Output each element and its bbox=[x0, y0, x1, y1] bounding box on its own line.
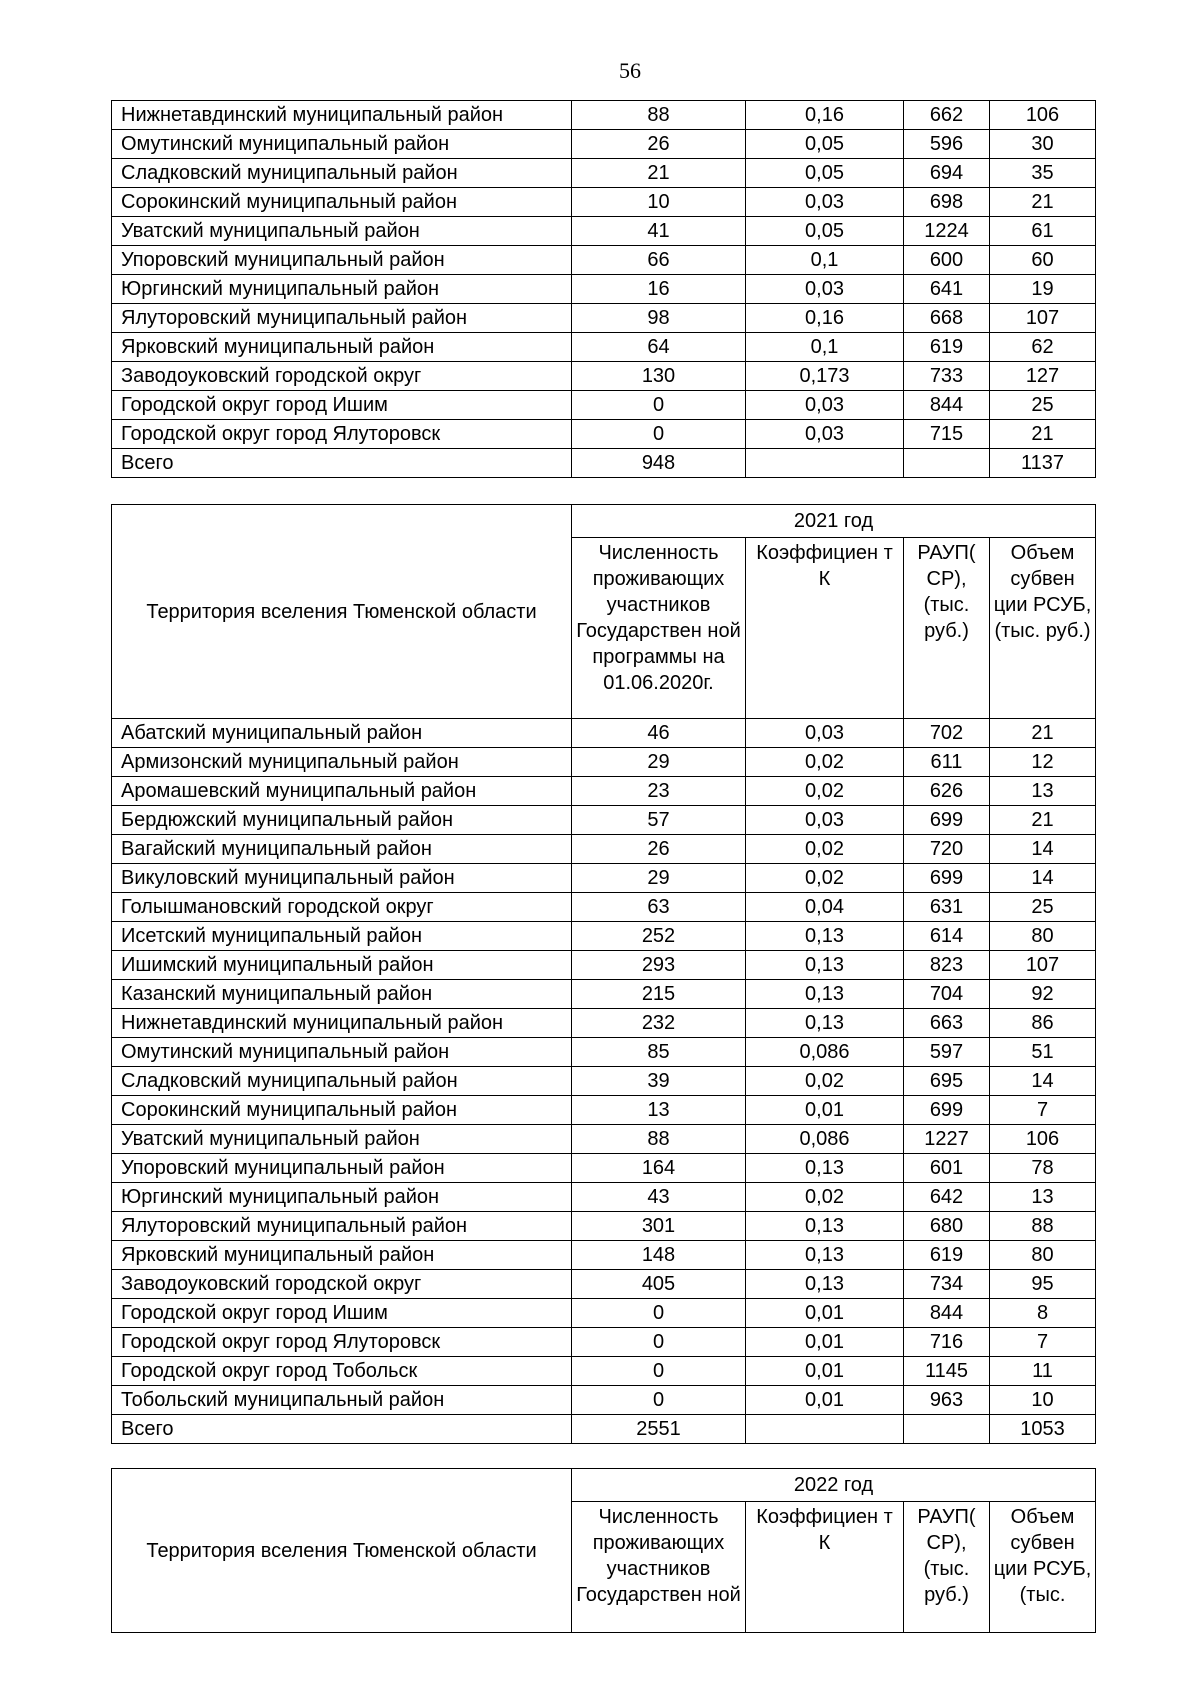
table-row bbox=[112, 1067, 1096, 1096]
col-header-subvention: Объем субвен ции РСУБ, (тыс. bbox=[990, 1502, 1096, 1633]
raup-cell: 704 bbox=[904, 980, 990, 1009]
population-cell: 26 bbox=[572, 130, 746, 159]
table-row bbox=[112, 217, 1096, 246]
subvention-cell: 8 bbox=[990, 1299, 1096, 1328]
raup-cell: 641 bbox=[904, 275, 990, 304]
population-cell: 64 bbox=[572, 333, 746, 362]
table-row bbox=[112, 1328, 1096, 1357]
raup-cell: 1145 bbox=[904, 1357, 990, 1386]
table-row bbox=[112, 391, 1096, 420]
coefficient-cell: 0,03 bbox=[746, 806, 904, 835]
coefficient-cell: 0,086 bbox=[746, 1125, 904, 1154]
coefficient-cell: 0,05 bbox=[746, 217, 904, 246]
subvention-cell: 11 bbox=[990, 1357, 1096, 1386]
subvention-cell: 106 bbox=[990, 101, 1096, 130]
territory-cell: Городской округ город Тобольск bbox=[112, 1357, 572, 1386]
coefficient-cell: 0,13 bbox=[746, 922, 904, 951]
raup-cell: 699 bbox=[904, 806, 990, 835]
population-cell: 301 bbox=[572, 1212, 746, 1241]
table-2021 bbox=[111, 504, 1096, 1444]
year-header: 2021 год bbox=[572, 505, 1096, 538]
coefficient-cell: 0,05 bbox=[746, 159, 904, 188]
territory-cell: Ярковский муниципальный район bbox=[112, 1241, 572, 1270]
raup-cell: 631 bbox=[904, 893, 990, 922]
table-row bbox=[112, 922, 1096, 951]
subvention-cell: 107 bbox=[990, 304, 1096, 333]
table-row bbox=[112, 951, 1096, 980]
raup-cell: 699 bbox=[904, 1096, 990, 1125]
subvention-cell: 21 bbox=[990, 806, 1096, 835]
table-row bbox=[112, 362, 1096, 391]
population-cell: 29 bbox=[572, 864, 746, 893]
table-row bbox=[112, 1415, 1096, 1444]
population-cell: 232 bbox=[572, 1009, 746, 1038]
population-cell: 0 bbox=[572, 420, 746, 449]
table-row bbox=[112, 1241, 1096, 1270]
coefficient-cell: 0,04 bbox=[746, 893, 904, 922]
coefficient-cell: 0,01 bbox=[746, 1096, 904, 1125]
territory-cell: Городской округ город Ялуторовск bbox=[112, 1328, 572, 1357]
table-body bbox=[112, 719, 1096, 1444]
table-row bbox=[112, 1125, 1096, 1154]
population-cell: 2551 bbox=[572, 1415, 746, 1444]
population-cell: 164 bbox=[572, 1154, 746, 1183]
raup-cell: 642 bbox=[904, 1183, 990, 1212]
coefficient-cell: 0,05 bbox=[746, 130, 904, 159]
raup-cell: 698 bbox=[904, 188, 990, 217]
subvention-cell: 88 bbox=[990, 1212, 1096, 1241]
raup-cell: 680 bbox=[904, 1212, 990, 1241]
territory-cell: Юргинский муниципальный район bbox=[112, 275, 572, 304]
coefficient-cell: 0,13 bbox=[746, 951, 904, 980]
territory-cell: Уватский муниципальный район bbox=[112, 217, 572, 246]
subvention-cell: 30 bbox=[990, 130, 1096, 159]
coefficient-cell: 0,1 bbox=[746, 246, 904, 275]
population-cell: 252 bbox=[572, 922, 746, 951]
population-cell: 63 bbox=[572, 893, 746, 922]
table-row bbox=[112, 130, 1096, 159]
coefficient-cell: 0,16 bbox=[746, 304, 904, 333]
subvention-cell: 80 bbox=[990, 922, 1096, 951]
col-header-raup: РАУП( СР), (тыс. руб.) bbox=[904, 1502, 990, 1633]
coefficient-cell: 0,13 bbox=[746, 1212, 904, 1241]
territory-cell: Уватский муниципальный район bbox=[112, 1125, 572, 1154]
coefficient-cell bbox=[746, 449, 904, 478]
raup-cell: 715 bbox=[904, 420, 990, 449]
coefficient-cell: 0,13 bbox=[746, 1154, 904, 1183]
table-row bbox=[112, 275, 1096, 304]
subvention-cell: 51 bbox=[990, 1038, 1096, 1067]
table-row bbox=[112, 719, 1096, 748]
table-row bbox=[112, 1212, 1096, 1241]
territory-cell: Нижнетавдинский муниципальный район bbox=[112, 1009, 572, 1038]
coefficient-cell: 0,03 bbox=[746, 420, 904, 449]
raup-cell: 597 bbox=[904, 1038, 990, 1067]
table-row bbox=[112, 449, 1096, 478]
territory-cell: Городской округ город Ишим bbox=[112, 1299, 572, 1328]
raup-cell: 600 bbox=[904, 246, 990, 275]
raup-cell: 1227 bbox=[904, 1125, 990, 1154]
coefficient-cell: 0,1 bbox=[746, 333, 904, 362]
table-row bbox=[112, 1154, 1096, 1183]
coefficient-cell: 0,13 bbox=[746, 1241, 904, 1270]
territory-cell: Исетский муниципальный район bbox=[112, 922, 572, 951]
coefficient-cell: 0,01 bbox=[746, 1299, 904, 1328]
coefficient-cell: 0,173 bbox=[746, 362, 904, 391]
subvention-cell: 7 bbox=[990, 1096, 1096, 1125]
table-2022 bbox=[111, 1468, 1096, 1633]
table-row bbox=[112, 304, 1096, 333]
raup-cell: 619 bbox=[904, 1241, 990, 1270]
subvention-cell: 127 bbox=[990, 362, 1096, 391]
population-cell: 66 bbox=[572, 246, 746, 275]
territory-cell: Ишимский муниципальный район bbox=[112, 951, 572, 980]
subvention-cell: 10 bbox=[990, 1386, 1096, 1415]
population-cell: 98 bbox=[572, 304, 746, 333]
col-header-population: Численность проживающих участников Государствен ной программы на 01.06.2020г. bbox=[572, 538, 746, 719]
raup-cell: 963 bbox=[904, 1386, 990, 1415]
territory-cell: Упоровский муниципальный район bbox=[112, 1154, 572, 1183]
raup-cell: 626 bbox=[904, 777, 990, 806]
raup-cell: 601 bbox=[904, 1154, 990, 1183]
territory-cell: Сорокинский муниципальный район bbox=[112, 188, 572, 217]
subvention-cell: 1053 bbox=[990, 1415, 1096, 1444]
population-cell: 23 bbox=[572, 777, 746, 806]
table-row bbox=[112, 835, 1096, 864]
coefficient-cell: 0,03 bbox=[746, 188, 904, 217]
table-row bbox=[112, 893, 1096, 922]
subvention-cell: 21 bbox=[990, 719, 1096, 748]
territory-cell: Городской округ город Ялуторовск bbox=[112, 420, 572, 449]
territory-cell: Сорокинский муниципальный район bbox=[112, 1096, 572, 1125]
population-cell: 88 bbox=[572, 101, 746, 130]
territory-cell: Аромашевский муниципальный район bbox=[112, 777, 572, 806]
table-row bbox=[112, 420, 1096, 449]
table-row bbox=[112, 1183, 1096, 1212]
table-row bbox=[112, 1386, 1096, 1415]
subvention-cell: 80 bbox=[990, 1241, 1096, 1270]
territory-cell: Сладковский муниципальный район bbox=[112, 1067, 572, 1096]
territory-cell: Казанский муниципальный район bbox=[112, 980, 572, 1009]
subvention-cell: 12 bbox=[990, 748, 1096, 777]
subvention-cell: 21 bbox=[990, 188, 1096, 217]
subvention-cell: 25 bbox=[990, 391, 1096, 420]
territory-cell: Бердюжский муниципальный район bbox=[112, 806, 572, 835]
population-cell: 10 bbox=[572, 188, 746, 217]
territory-cell: Городской округ город Ишим bbox=[112, 391, 572, 420]
subvention-cell: 14 bbox=[990, 864, 1096, 893]
raup-cell: 694 bbox=[904, 159, 990, 188]
subvention-cell: 95 bbox=[990, 1270, 1096, 1299]
population-cell: 16 bbox=[572, 275, 746, 304]
table-row bbox=[112, 748, 1096, 777]
raup-cell: 611 bbox=[904, 748, 990, 777]
territory-cell: Ярковский муниципальный район bbox=[112, 333, 572, 362]
territory-cell: Абатский муниципальный район bbox=[112, 719, 572, 748]
subvention-cell: 25 bbox=[990, 893, 1096, 922]
coefficient-cell bbox=[746, 1415, 904, 1444]
population-cell: 130 bbox=[572, 362, 746, 391]
subvention-cell: 78 bbox=[990, 1154, 1096, 1183]
coefficient-cell: 0,01 bbox=[746, 1386, 904, 1415]
raup-cell: 699 bbox=[904, 864, 990, 893]
subvention-cell: 35 bbox=[990, 159, 1096, 188]
table-row bbox=[112, 1096, 1096, 1125]
subvention-cell: 61 bbox=[990, 217, 1096, 246]
coefficient-cell: 0,02 bbox=[746, 864, 904, 893]
coefficient-cell: 0,01 bbox=[746, 1328, 904, 1357]
table-row bbox=[112, 1299, 1096, 1328]
table-row bbox=[112, 980, 1096, 1009]
raup-cell: 716 bbox=[904, 1328, 990, 1357]
subvention-cell: 7 bbox=[990, 1328, 1096, 1357]
raup-cell: 733 bbox=[904, 362, 990, 391]
table-row bbox=[112, 777, 1096, 806]
table-row bbox=[112, 1009, 1096, 1038]
table-row bbox=[112, 246, 1096, 275]
table-row bbox=[112, 1270, 1096, 1299]
coefficient-cell: 0,03 bbox=[746, 719, 904, 748]
raup-cell: 844 bbox=[904, 1299, 990, 1328]
raup-cell: 844 bbox=[904, 391, 990, 420]
raup-cell bbox=[904, 449, 990, 478]
coefficient-cell: 0,13 bbox=[746, 980, 904, 1009]
table-2020-continuation bbox=[111, 100, 1096, 478]
population-cell: 293 bbox=[572, 951, 746, 980]
territory-cell: Всего bbox=[112, 449, 572, 478]
territory-cell: Тобольский муниципальный район bbox=[112, 1386, 572, 1415]
table-body bbox=[112, 101, 1096, 478]
territory-cell: Омутинский муниципальный район bbox=[112, 130, 572, 159]
territory-cell: Сладковский муниципальный район bbox=[112, 159, 572, 188]
territory-cell: Ялуторовский муниципальный район bbox=[112, 1212, 572, 1241]
raup-cell: 662 bbox=[904, 101, 990, 130]
population-cell: 46 bbox=[572, 719, 746, 748]
subvention-cell: 62 bbox=[990, 333, 1096, 362]
coefficient-cell: 0,02 bbox=[746, 835, 904, 864]
population-cell: 0 bbox=[572, 391, 746, 420]
territory-header: Территория вселения Тюменской области bbox=[112, 1469, 572, 1633]
subvention-cell: 14 bbox=[990, 1067, 1096, 1096]
population-cell: 948 bbox=[572, 449, 746, 478]
raup-cell: 619 bbox=[904, 333, 990, 362]
population-cell: 148 bbox=[572, 1241, 746, 1270]
population-cell: 215 bbox=[572, 980, 746, 1009]
coefficient-cell: 0,16 bbox=[746, 101, 904, 130]
territory-cell: Заводоуковский городской округ bbox=[112, 362, 572, 391]
subvention-cell: 13 bbox=[990, 1183, 1096, 1212]
coefficient-cell: 0,13 bbox=[746, 1270, 904, 1299]
coefficient-cell: 0,086 bbox=[746, 1038, 904, 1067]
territory-cell: Всего bbox=[112, 1415, 572, 1444]
territory-cell: Омутинский муниципальный район bbox=[112, 1038, 572, 1067]
raup-cell: 734 bbox=[904, 1270, 990, 1299]
coefficient-cell: 0,03 bbox=[746, 275, 904, 304]
subvention-cell: 106 bbox=[990, 1125, 1096, 1154]
raup-cell: 668 bbox=[904, 304, 990, 333]
table-row bbox=[112, 159, 1096, 188]
coefficient-cell: 0,02 bbox=[746, 777, 904, 806]
col-header-subvention: Объем субвен ции РСУБ, (тыс. руб.) bbox=[990, 538, 1096, 719]
territory-header: Территория вселения Тюменской области bbox=[112, 505, 572, 719]
subvention-cell: 14 bbox=[990, 835, 1096, 864]
col-header-coefficient: Коэффициен т К bbox=[746, 538, 904, 719]
col-header-population: Численность проживающих участников Государствен ной bbox=[572, 1502, 746, 1633]
subvention-cell: 19 bbox=[990, 275, 1096, 304]
subvention-cell: 92 bbox=[990, 980, 1096, 1009]
territory-cell: Нижнетавдинский муниципальный район bbox=[112, 101, 572, 130]
territory-cell: Ялуторовский муниципальный район bbox=[112, 304, 572, 333]
territory-cell: Заводоуковский городской округ bbox=[112, 1270, 572, 1299]
population-cell: 88 bbox=[572, 1125, 746, 1154]
population-cell: 405 bbox=[572, 1270, 746, 1299]
coefficient-cell: 0,02 bbox=[746, 1067, 904, 1096]
territory-cell: Вагайский муниципальный район bbox=[112, 835, 572, 864]
year-header: 2022 год bbox=[572, 1469, 1096, 1502]
population-cell: 85 bbox=[572, 1038, 746, 1067]
raup-cell: 720 bbox=[904, 835, 990, 864]
table-row bbox=[112, 1038, 1096, 1067]
raup-cell bbox=[904, 1415, 990, 1444]
col-header-raup: РАУП( СР), (тыс. руб.) bbox=[904, 538, 990, 719]
subvention-cell: 13 bbox=[990, 777, 1096, 806]
territory-cell: Голышмановский городской округ bbox=[112, 893, 572, 922]
raup-cell: 614 bbox=[904, 922, 990, 951]
subvention-cell: 21 bbox=[990, 420, 1096, 449]
population-cell: 39 bbox=[572, 1067, 746, 1096]
population-cell: 0 bbox=[572, 1328, 746, 1357]
coefficient-cell: 0,03 bbox=[746, 391, 904, 420]
population-cell: 21 bbox=[572, 159, 746, 188]
population-cell: 43 bbox=[572, 1183, 746, 1212]
table-row bbox=[112, 864, 1096, 893]
subvention-cell: 60 bbox=[990, 246, 1096, 275]
population-cell: 29 bbox=[572, 748, 746, 777]
table-row bbox=[112, 1357, 1096, 1386]
population-cell: 0 bbox=[572, 1386, 746, 1415]
population-cell: 57 bbox=[572, 806, 746, 835]
territory-cell: Викуловский муниципальный район bbox=[112, 864, 572, 893]
raup-cell: 823 bbox=[904, 951, 990, 980]
table-row bbox=[112, 333, 1096, 362]
population-cell: 26 bbox=[572, 835, 746, 864]
population-cell: 0 bbox=[572, 1299, 746, 1328]
table-row bbox=[112, 101, 1096, 130]
coefficient-cell: 0,02 bbox=[746, 748, 904, 777]
population-cell: 0 bbox=[572, 1357, 746, 1386]
coefficient-cell: 0,01 bbox=[746, 1357, 904, 1386]
col-header-coefficient: Коэффициен т К bbox=[746, 1502, 904, 1633]
territory-cell: Упоровский муниципальный район bbox=[112, 246, 572, 275]
subvention-cell: 1137 bbox=[990, 449, 1096, 478]
population-cell: 41 bbox=[572, 217, 746, 246]
territory-cell: Армизонский муниципальный район bbox=[112, 748, 572, 777]
subvention-cell: 86 bbox=[990, 1009, 1096, 1038]
subvention-cell: 107 bbox=[990, 951, 1096, 980]
raup-cell: 1224 bbox=[904, 217, 990, 246]
page-number: 56 bbox=[619, 58, 641, 83]
territory-cell: Юргинский муниципальный район bbox=[112, 1183, 572, 1212]
raup-cell: 663 bbox=[904, 1009, 990, 1038]
coefficient-cell: 0,02 bbox=[746, 1183, 904, 1212]
raup-cell: 695 bbox=[904, 1067, 990, 1096]
raup-cell: 702 bbox=[904, 719, 990, 748]
population-cell: 13 bbox=[572, 1096, 746, 1125]
table-row bbox=[112, 188, 1096, 217]
coefficient-cell: 0,13 bbox=[746, 1009, 904, 1038]
raup-cell: 596 bbox=[904, 130, 990, 159]
table-row bbox=[112, 806, 1096, 835]
